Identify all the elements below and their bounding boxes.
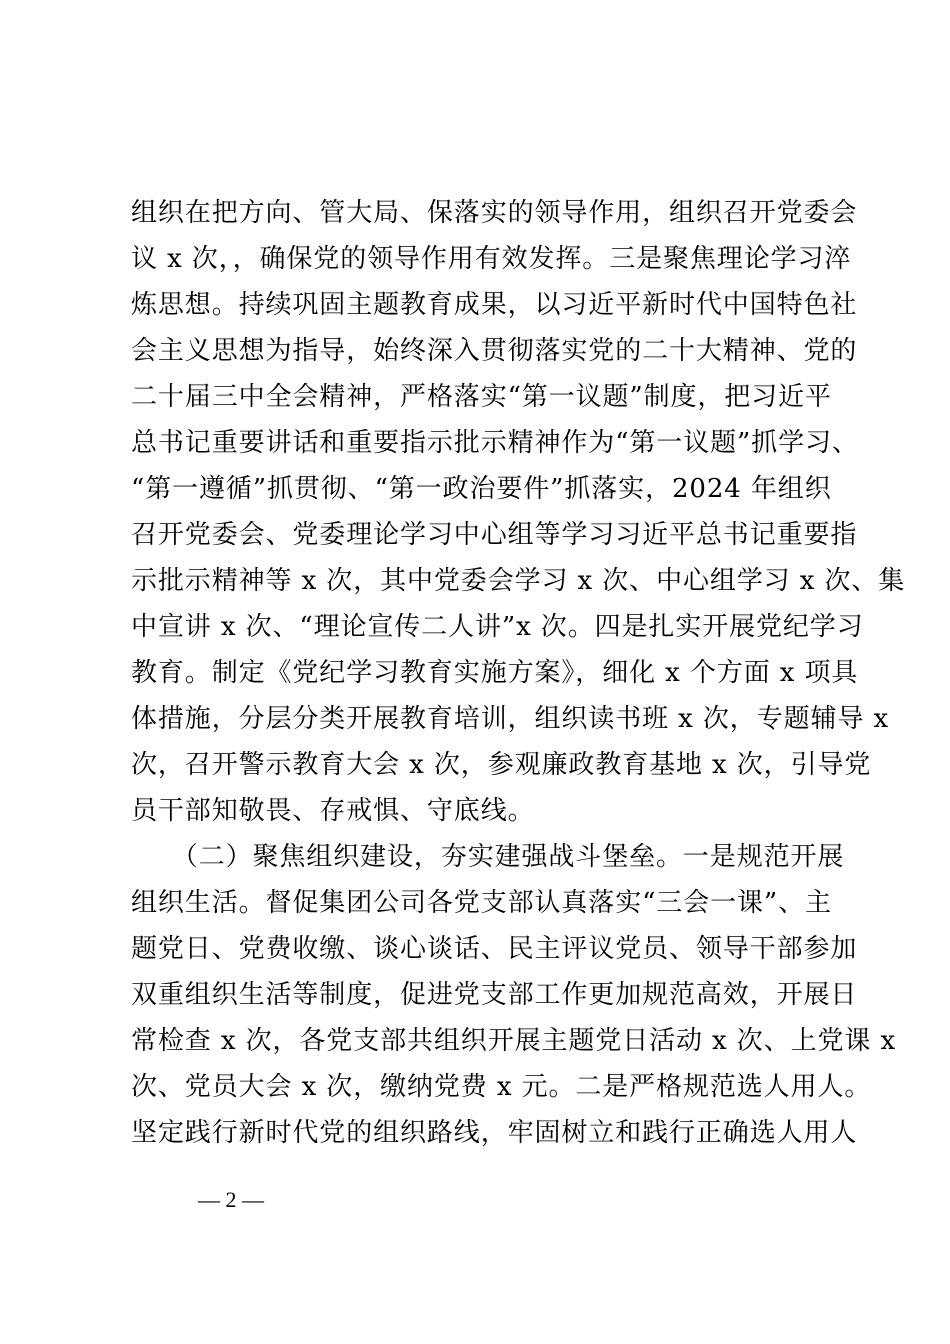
text-line: 坚定践行新时代党的组织路线，牢固树立和践行正确选人用人 (131, 1118, 858, 1148)
text-line: 教育。制定《党纪学习教育实施方案》，细化 x 个方面 x 项具 (131, 658, 859, 688)
text-line: 召开党委会、党委理论学习中心组等学习习近平总书记重要指 (131, 520, 858, 550)
text-line: 中宣讲 x 次、“理论宣传二人讲”x 次。四是扎实开展党纪学习 (131, 612, 864, 642)
page-number: — 2 — (198, 1187, 264, 1212)
text-line: 次、党员大会 x 次，缴纳党费 x 元。二是严格规范选人用人。 (131, 1072, 872, 1102)
text-line: 组织在把方向、管大局、保落实的领导作用，组织召开党委会 (131, 198, 858, 228)
text-line: 双重组织生活等制度，促进党支部工作更加规范高效，开展日 (131, 980, 858, 1010)
text-line: 常检查 x 次，各党支部共组织开展主题党日活动 x 次、上党课 x (131, 1026, 897, 1056)
text-line: 次，召开警示教育大会 x 次，参观廉政教育基地 x 次，引导党 (131, 750, 872, 780)
text-line: “第一遵循”抓贯彻、“第一政治要件”抓落实，2024 年组织 (131, 474, 832, 504)
text-line: 示批示精神等 x 次，其中党委会学习 x 次、中心组学习 x 次、集 (131, 566, 906, 596)
text-line: 炼思想。持续巩固主题教育成果，以习近平新时代中国特色社 (131, 290, 858, 320)
text-line: 题党日、党费收缴、谈心谈话、民主评议党员、领导干部参加 (131, 934, 858, 964)
text-line: 二十届三中全会精神，严格落实“第一议题”制度，把习近平 (131, 382, 832, 412)
section-heading-line: （二）聚焦组织建设，夯实建强战斗堡垒。一是规范开展 (131, 842, 845, 872)
text-line: 组织生活。督促集团公司各党支部认真落实“三会一课”、主 (131, 888, 832, 918)
text-line: 体措施，分层分类开展教育培训，组织读书班 x 次，专题辅导 x (131, 704, 890, 734)
text-line: 会主义思想为指导，始终深入贯彻落实党的二十大精神、党的 (131, 336, 858, 366)
text-line: 总书记重要讲话和重要指示批示精神作为“第一议题”抓学习、 (131, 428, 859, 458)
text-line: 员干部知敬畏、存戒惧、守底线。 (131, 796, 535, 826)
text-line: 议 x 次，，确保党的领导作用有效发挥。三是聚焦理论学习淬 (131, 244, 852, 274)
